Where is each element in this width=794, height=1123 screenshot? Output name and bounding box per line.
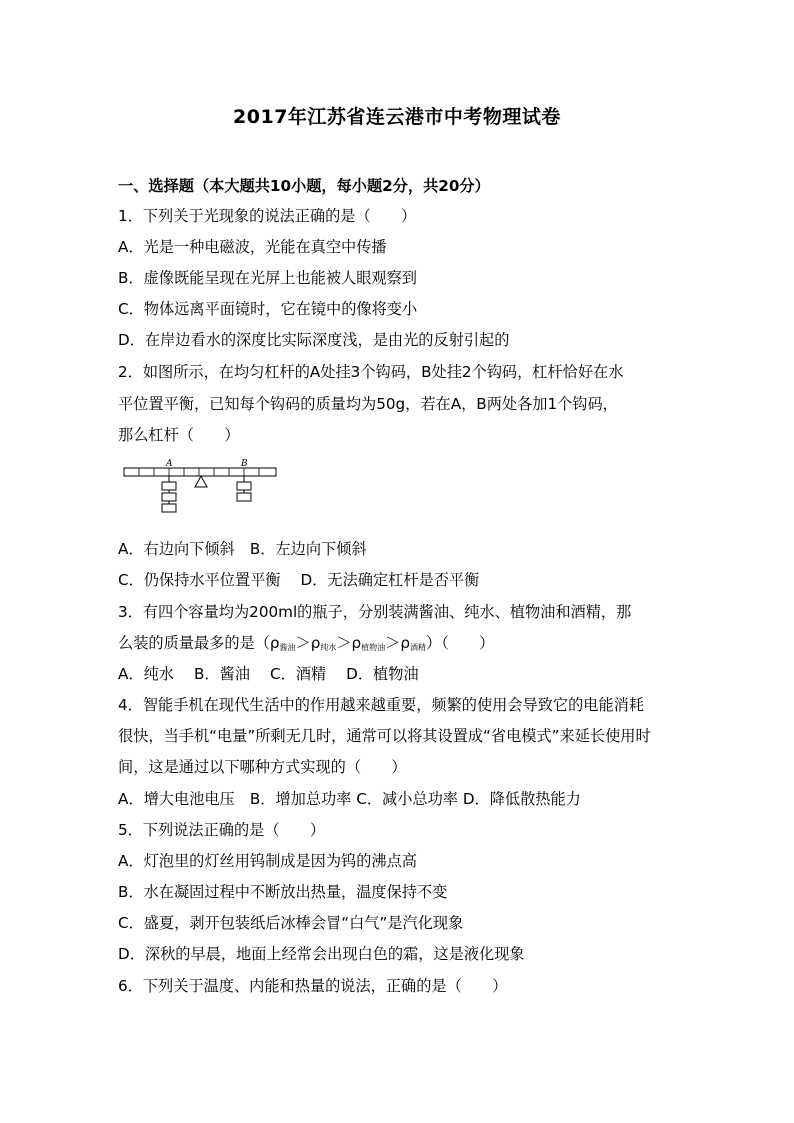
- lever-figure: [120, 456, 280, 526]
- label-a: A: [166, 459, 173, 469]
- question-5-option-c: C．盛夏，剥开包装纸后冰棒会冒“白气”是汽化现象: [118, 914, 464, 932]
- question-1-option-a: A．光是一种电磁波，光能在真空中传播: [118, 238, 387, 256]
- weight-a-3: [162, 504, 176, 512]
- page-title: 2017年江苏省连云港市中考物理试卷: [233, 106, 561, 128]
- question-1-option-b: B．虚像既能呈现在光屏上也能被人眼观察到: [118, 269, 417, 287]
- question-6-stem: 6．下列关于温度、内能和热量的说法，正确的是（ ）: [118, 977, 508, 995]
- weight-b-2: [237, 493, 251, 501]
- question-4-stem-line1: 4．智能手机在现代生活中的作用越来越重要，频繁的使用会导致它的电能消耗: [118, 696, 645, 714]
- section-heading: 一、选择题（本大题共10小题，每小题2分，共20分）: [118, 177, 490, 195]
- question-4-stem-line3: 间，这是通过以下哪种方式实现的（ ）: [118, 758, 407, 776]
- question-2-stem-line1: 2．如图所示，在均匀杠杆的A处挂3个钩码，B处挂2个钩码，杠杆恰好在水: [118, 363, 624, 381]
- weight-a-2: [162, 493, 176, 501]
- question-3-stem-line2: 么装的质量最多的是$(\rho_{酱油}>\rho_{纯水}>\rho_{植物油}>\rho_{酒精})$（ ）: [118, 634, 495, 652]
- weight-a-1: [162, 482, 176, 490]
- weight-b-1: [237, 482, 251, 490]
- question-3-stem-line1: 3．有四个容量均为200ml的瓶子，分别装满酱油、纯水、植物油和酒精，那: [118, 603, 632, 621]
- question-1-option-d: D．在岸边看水的深度比实际深度浅，是由光的反射引起的: [118, 331, 510, 349]
- question-1-option-c: C．物体远离平面镜时，它在镜中的像将变小: [118, 300, 418, 318]
- question-5-option-a: A．灯泡里的灯丝用钨制成是因为钨的沸点高: [118, 852, 417, 870]
- question-2-options-line1: A．右边向下倾斜 B．左边向下倾斜: [118, 540, 367, 558]
- question-5-option-b: B．水在凝固过程中不断放出热量，温度保持不变: [118, 883, 448, 901]
- question-2-stem-line3: 那么杠杆（ ）: [118, 426, 240, 444]
- question-4-stem-line2: 很快，当手机“电量”所剩无几时，通常可以将其设置成“省电模式”来延长使用时: [118, 727, 651, 745]
- question-2-options-line2: C．仍保持水平位置平衡 D．无法确定杠杆是否平衡: [118, 571, 480, 589]
- lever-bar: [124, 468, 276, 476]
- question-4-options: A．增大电池电压 B．增加总功率 C．减小总功率 D．降低散热能力: [118, 790, 581, 808]
- fulcrum-triangle: [195, 476, 207, 487]
- question-3-options: A．纯水 B．酱油 C．酒精 D．植物油: [118, 665, 419, 683]
- question-5-option-d: D．深秋的早晨，地面上经常会出现白色的霜，这是液化现象: [118, 945, 525, 963]
- question-2-stem-line2: 平位置平衡，已知每个钩码的质量均为50g，若在A，B两处各加1个钩码，: [118, 395, 618, 413]
- question-5-stem: 5．下列说法正确的是（ ）: [118, 821, 326, 839]
- label-b: B: [241, 459, 248, 469]
- question-1-stem: 1．下列关于光现象的说法正确的是（ ）: [118, 207, 417, 225]
